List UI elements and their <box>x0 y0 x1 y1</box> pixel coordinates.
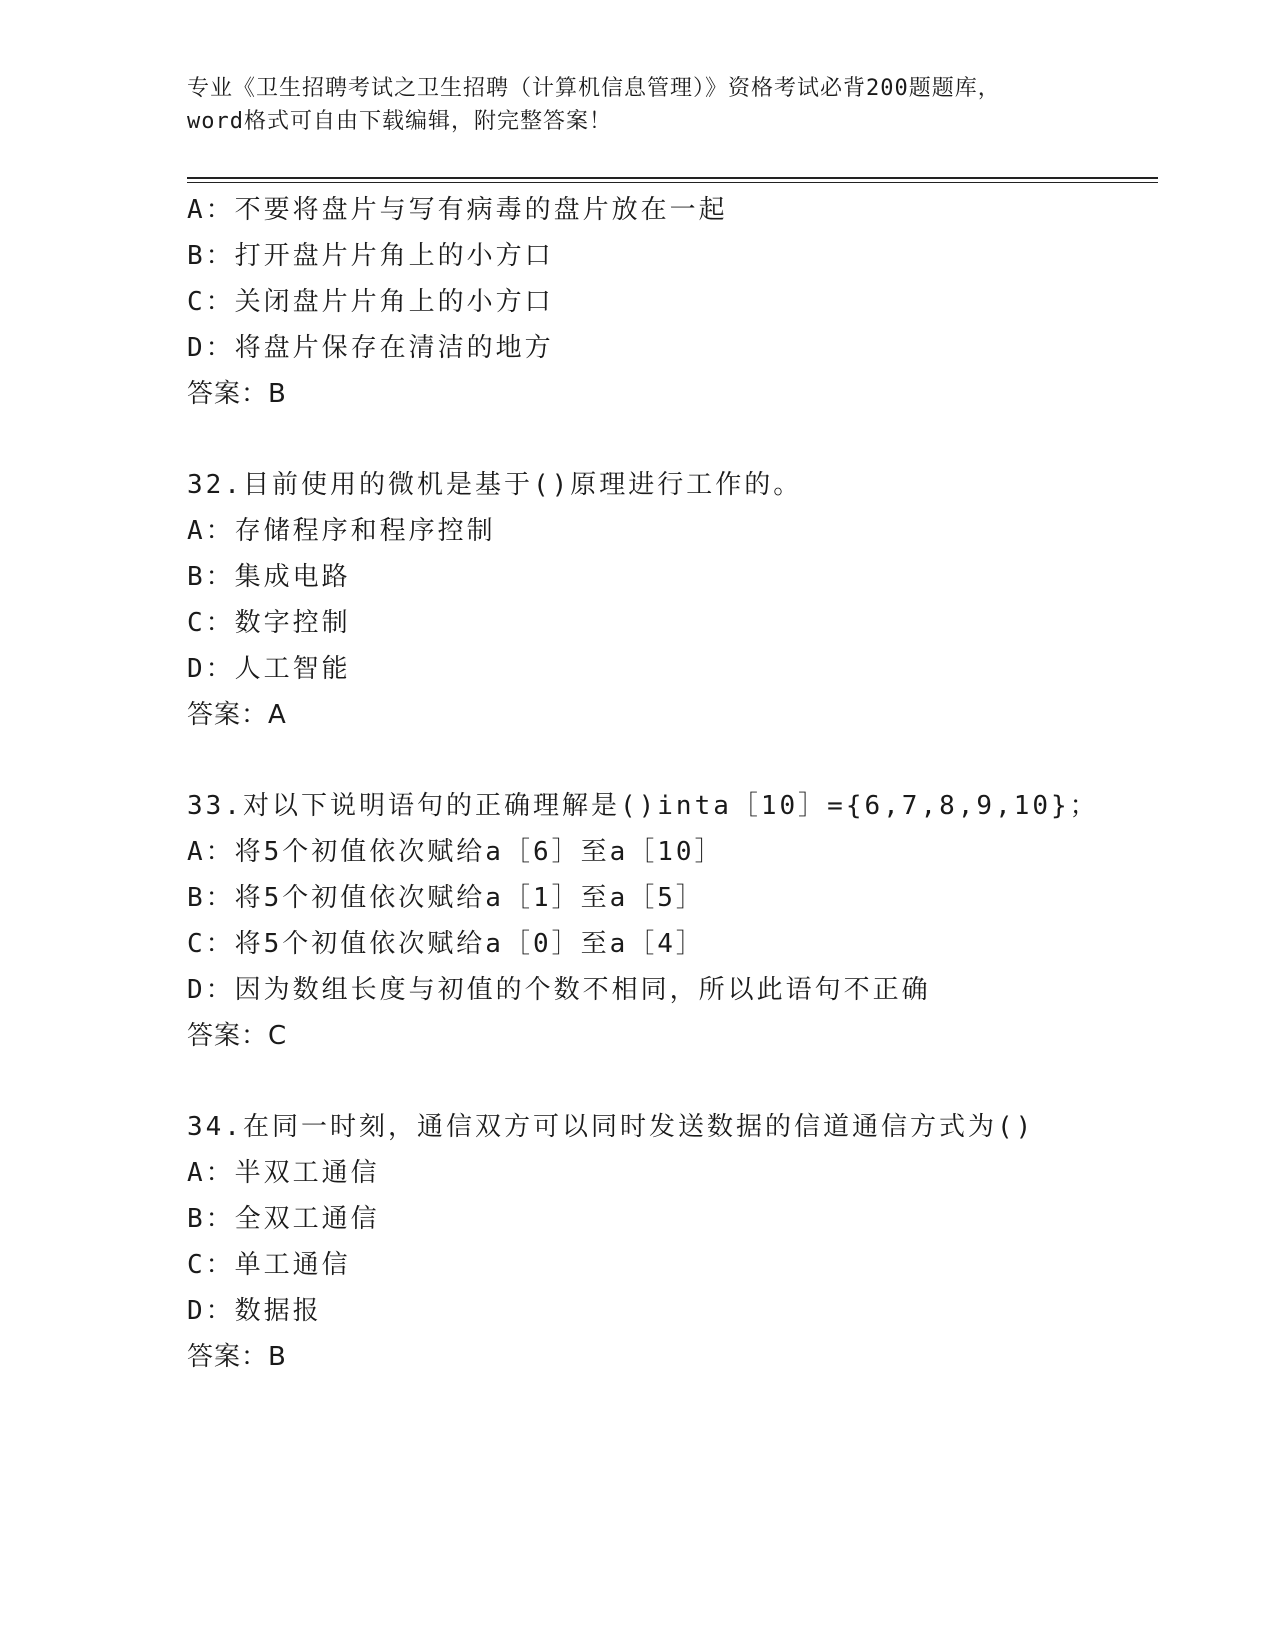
question-34-block <box>187 1104 1147 1380</box>
question-32-option-c: C：数字控制 <box>187 608 351 638</box>
question-32-option-a: A：存储程序和程序控制 <box>187 516 496 546</box>
question-31-option-d: D：将盘片保存在清洁的地方 <box>187 333 554 363</box>
question-33-block <box>187 783 1147 1059</box>
question-31-answer: 答案：B <box>187 379 287 409</box>
question-34-stem: 34.在同一时刻，通信双方可以同时发送数据的信道通信方式为() <box>187 1112 1035 1142</box>
question-33-option-c: C：将5个初值依次赋给a［0］至a［4］ <box>187 929 705 959</box>
header-divider-thin <box>187 182 1158 183</box>
question-33-answer: 答案：C <box>187 1021 288 1051</box>
question-list <box>187 187 1147 1380</box>
question-31-option-a: A：不要将盘片与写有病毒的盘片放在一起 <box>187 195 728 225</box>
question-32-option-d: D：人工智能 <box>187 654 351 684</box>
question-32-stem: 32.目前使用的微机是基于()原理进行工作的。 <box>187 470 803 500</box>
question-34-option-d: D：数据报 <box>187 1296 322 1326</box>
question-31-block <box>187 187 1147 417</box>
question-32-block <box>187 462 1147 738</box>
question-34-option-a: A：半双工通信 <box>187 1158 380 1188</box>
question-33-stem: 33.对以下说明语句的正确理解是()inta［10］={6,7,8,9,10}； <box>187 791 1099 821</box>
question-spacer <box>187 417 1147 462</box>
document-header <box>187 72 1087 138</box>
question-33-option-d: D：因为数组长度与初值的个数不相同，所以此语句不正确 <box>187 975 931 1005</box>
header-title-line-1: 专业《卫生招聘考试之卫生招聘（计算机信息管理）》资格考试必背200题题库， <box>187 76 1001 101</box>
question-32-answer: 答案：A <box>187 700 287 730</box>
question-31-option-b: B：打开盘片片角上的小方口 <box>187 241 554 271</box>
question-34-answer: 答案：B <box>187 1342 287 1372</box>
question-31-option-c: C：关闭盘片片角上的小方口 <box>187 287 554 317</box>
header-divider-thick <box>187 177 1158 179</box>
question-34-option-c: C：单工通信 <box>187 1250 351 1280</box>
question-33-option-a: A：将5个初值依次赋给a［6］至a［10］ <box>187 837 724 867</box>
question-spacer <box>187 738 1147 783</box>
question-34-option-b: B：全双工通信 <box>187 1204 380 1234</box>
question-33-option-b: B：将5个初值依次赋给a［1］至a［5］ <box>187 883 705 913</box>
header-title-line-2: word格式可自由下载编辑，附完整答案！ <box>187 109 612 134</box>
question-spacer <box>187 1059 1147 1104</box>
question-32-option-b: B：集成电路 <box>187 562 351 592</box>
